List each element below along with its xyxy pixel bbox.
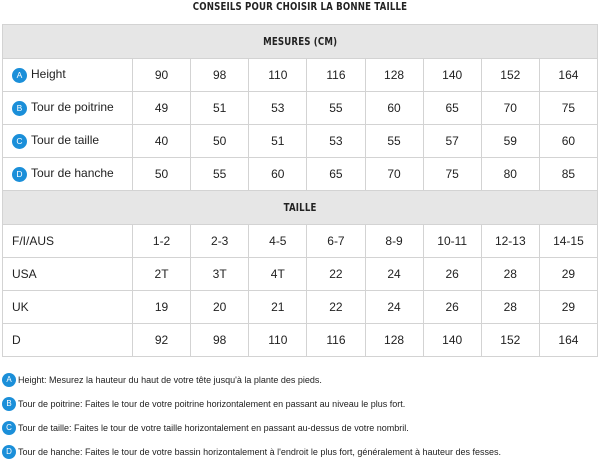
measure-value: 59: [481, 125, 539, 158]
measure-value: 98: [191, 59, 249, 92]
measure-value: 60: [539, 125, 597, 158]
measure-value: 65: [423, 92, 481, 125]
size-value: 164: [539, 324, 597, 357]
measure-row: [3, 158, 598, 191]
size-row: [3, 225, 598, 258]
measure-value: 65: [307, 158, 365, 191]
size-value: 21: [249, 291, 307, 324]
measure-row-label: [3, 59, 133, 92]
size-value: 6-7: [307, 225, 365, 258]
size-value: 1-2: [133, 225, 191, 258]
size-value: 128: [365, 324, 423, 357]
measure-value: 55: [191, 158, 249, 191]
measure-row-label: [3, 92, 133, 125]
measures-section-header: [3, 25, 598, 59]
size-row: [3, 291, 598, 324]
size-row-label: D: [3, 324, 133, 357]
size-value: 140: [423, 324, 481, 357]
size-row-label: UK: [3, 291, 133, 324]
measurement-note: [2, 440, 598, 464]
measure-label: Height: [31, 67, 66, 82]
note-badge-icon: D: [2, 445, 16, 459]
measure-row-label: [3, 125, 133, 158]
size-row-label: F/I/AUS: [3, 225, 133, 258]
size-value: 20: [191, 291, 249, 324]
measurement-note: [2, 392, 598, 416]
measure-value: 116: [307, 59, 365, 92]
measure-value: 53: [307, 125, 365, 158]
measures-heading: MESURES (CM): [262, 35, 338, 48]
note-text: Tour de taille: Faites le tour de votre taille horizontalement en passant au-dessus de votre nombril.: [18, 423, 409, 433]
size-value: 26: [423, 258, 481, 291]
note-badge-icon: B: [2, 397, 16, 411]
measurement-note: [2, 368, 598, 392]
sizes-section-header: [3, 191, 598, 225]
measure-row: [3, 125, 598, 158]
size-value: 116: [307, 324, 365, 357]
measure-value: 75: [539, 92, 597, 125]
size-value: 14-15: [539, 225, 597, 258]
size-value: 4-5: [249, 225, 307, 258]
size-row: [3, 324, 598, 357]
size-value: 92: [133, 324, 191, 357]
measure-value: 55: [307, 92, 365, 125]
size-value: 29: [539, 258, 597, 291]
measure-value: 57: [423, 125, 481, 158]
measurement-note: [2, 416, 598, 440]
measure-badge-icon: A: [12, 68, 27, 83]
measure-value: 60: [249, 158, 307, 191]
measure-value: 164: [539, 59, 597, 92]
size-value: 12-13: [481, 225, 539, 258]
size-value: 22: [307, 291, 365, 324]
size-value: 22: [307, 258, 365, 291]
size-value: 2T: [133, 258, 191, 291]
measure-value: 50: [191, 125, 249, 158]
measure-value: 152: [481, 59, 539, 92]
size-value: 19: [133, 291, 191, 324]
measure-value: 110: [249, 59, 307, 92]
size-value: 2-3: [191, 225, 249, 258]
measure-label: Tour de taille: [31, 133, 100, 148]
measurement-notes: [2, 368, 598, 464]
sizes-heading: TAILLE: [283, 201, 317, 214]
measure-value: 70: [481, 92, 539, 125]
measure-value: 140: [423, 59, 481, 92]
size-value: 8-9: [365, 225, 423, 258]
size-value: 29: [539, 291, 597, 324]
measure-label: Tour de hanche: [31, 166, 114, 181]
size-value: 26: [423, 291, 481, 324]
size-value: 98: [191, 324, 249, 357]
size-value: 28: [481, 291, 539, 324]
size-row: [3, 258, 598, 291]
note-text: Height: Mesurez la hauteur du haut de votre tête jusqu'à la plante des pieds.: [18, 375, 322, 385]
measure-value: 70: [365, 158, 423, 191]
measure-value: 75: [423, 158, 481, 191]
size-value: 110: [249, 324, 307, 357]
note-badge-icon: A: [2, 373, 16, 387]
measure-value: 53: [249, 92, 307, 125]
size-value: 4T: [249, 258, 307, 291]
measure-value: 49: [133, 92, 191, 125]
size-row-label: USA: [3, 258, 133, 291]
size-value: 3T: [191, 258, 249, 291]
size-value: 28: [481, 258, 539, 291]
measure-badge-icon: B: [12, 101, 27, 116]
measure-badge-icon: C: [12, 134, 27, 149]
size-chart-table: [2, 24, 598, 357]
measure-value: 128: [365, 59, 423, 92]
size-value: 10-11: [423, 225, 481, 258]
size-value: 24: [365, 258, 423, 291]
measure-value: 51: [249, 125, 307, 158]
measure-badge-icon: D: [12, 167, 27, 182]
measure-row-label: [3, 158, 133, 191]
size-value: 152: [481, 324, 539, 357]
measure-value: 85: [539, 158, 597, 191]
note-text: Tour de poitrine: Faites le tour de votre poitrine horizontalement en passant au niveau le plus fort.: [18, 399, 406, 409]
measure-value: 51: [191, 92, 249, 125]
measure-row: [3, 59, 598, 92]
measure-value: 50: [133, 158, 191, 191]
page-title: CONSEILS POUR CHOISIR LA BONNE TAILLE: [192, 1, 408, 13]
measure-row: [3, 92, 598, 125]
measure-value: 60: [365, 92, 423, 125]
measure-value: 40: [133, 125, 191, 158]
note-text: Tour de hanche: Faites le tour de votre bassin horizontalement à l'endroit le plus fort, généralement à hauteur des fesses.: [18, 447, 501, 457]
note-badge-icon: C: [2, 421, 16, 435]
measure-value: 90: [133, 59, 191, 92]
size-value: 24: [365, 291, 423, 324]
measure-value: 80: [481, 158, 539, 191]
measure-label: Tour de poitrine: [31, 100, 114, 115]
measure-value: 55: [365, 125, 423, 158]
